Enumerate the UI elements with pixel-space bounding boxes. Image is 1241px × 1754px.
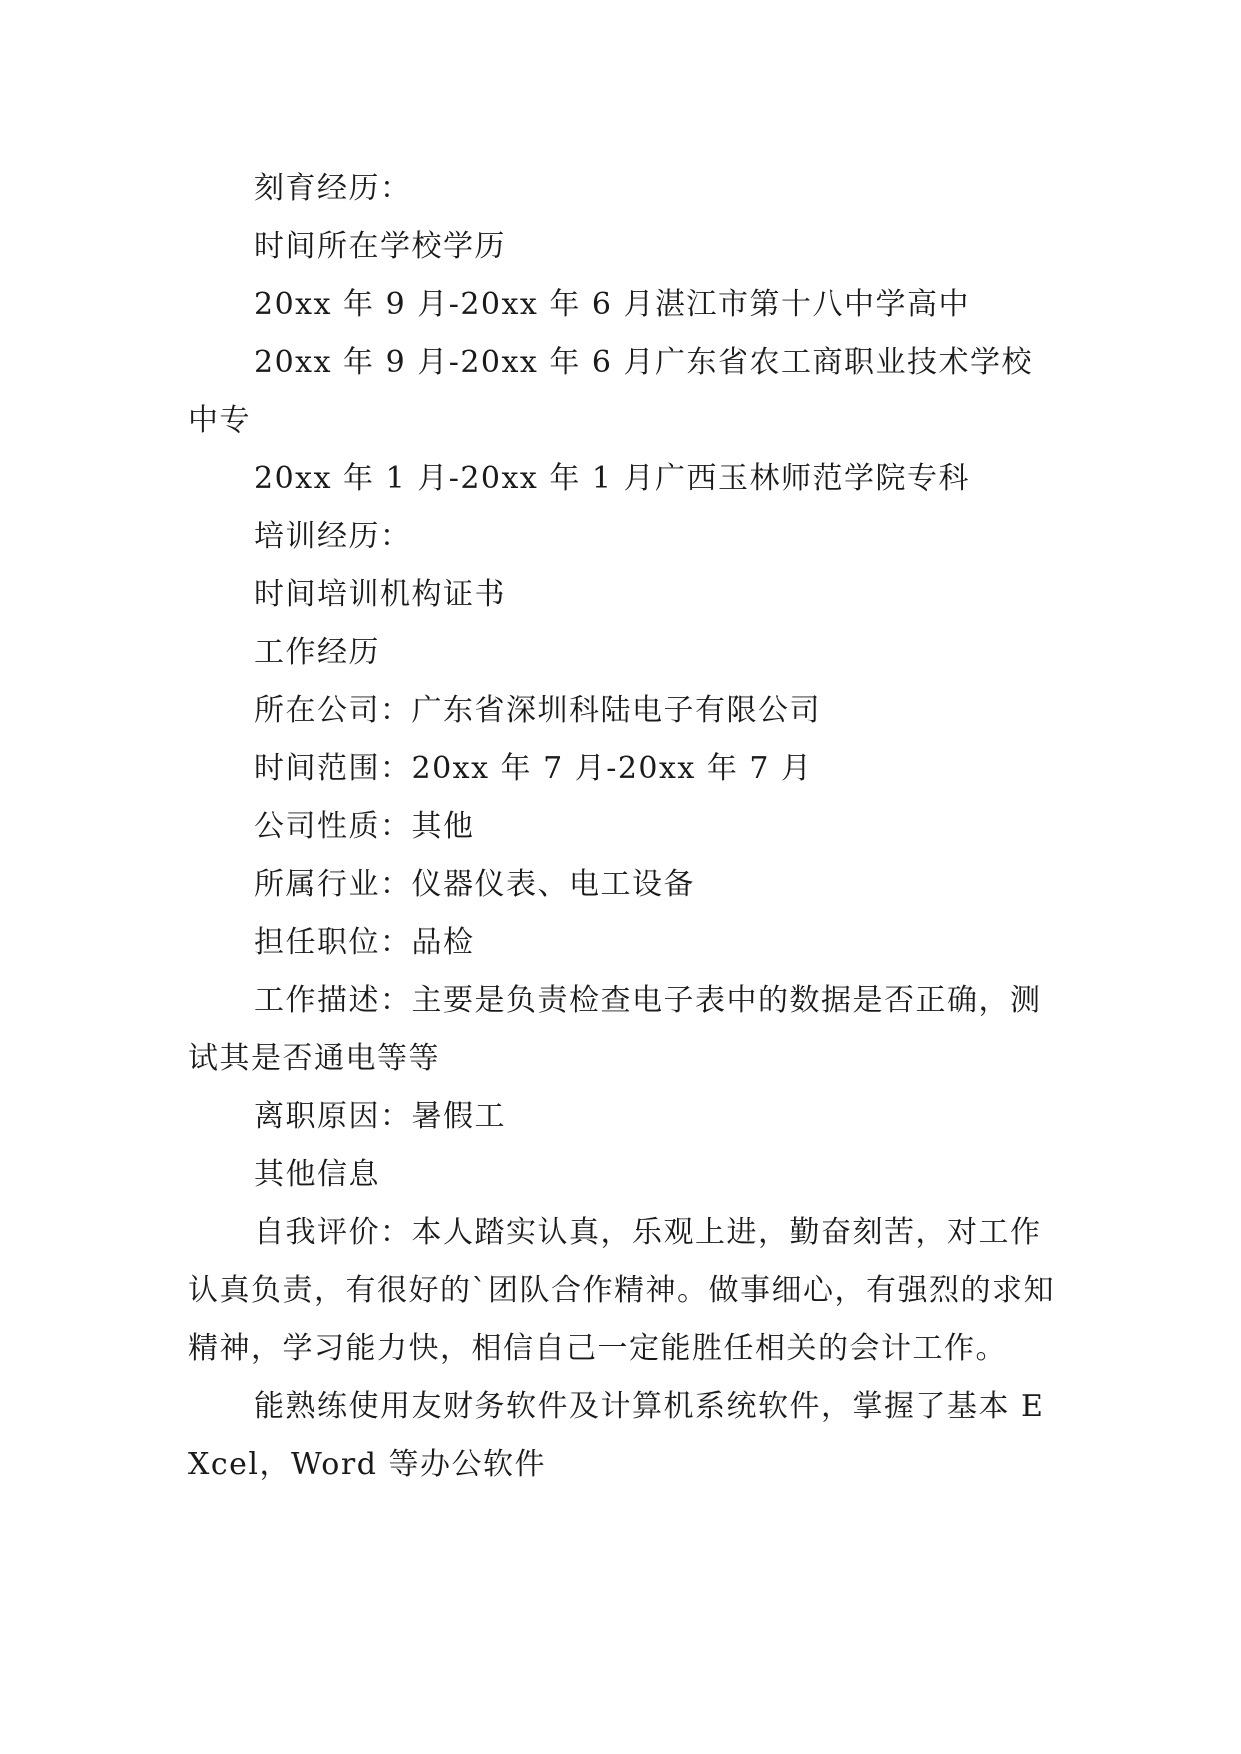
section-heading-training: 培训经历： — [254, 519, 412, 554]
work-time-range: 时间范围：20xx 年 7 月-20xx 年 7 月 — [254, 751, 813, 786]
work-leave-reason: 离职原因：暑假工 — [254, 1099, 506, 1134]
education-entry: 20xx 年 9 月-20xx 年 6 月湛江市第十八中学高中 — [254, 287, 971, 322]
skills-paragraph: 能熟练使用友财务软件及计算机系统软件，掌握了基本 EXcel，Word 等办公软件 — [188, 1389, 1045, 1482]
education-entry: 20xx 年 9 月-20xx 年 6 月广东省农工商职业技术学校中专 — [188, 345, 1034, 438]
document-body — [188, 160, 1058, 1494]
work-description: 工作描述：主要是负责检查电子表中的数据是否正确，测试其是否通电等等 — [188, 983, 1042, 1076]
work-position: 担任职位：品检 — [254, 925, 475, 960]
training-table-header: 时间培训机构证书 — [254, 577, 506, 612]
education-table-header: 时间所在学校学历 — [254, 229, 506, 264]
education-entry: 20xx 年 1 月-20xx 年 1 月广西玉林师范学院专科 — [254, 461, 971, 496]
work-company-type: 公司性质：其他 — [254, 809, 475, 844]
section-heading-work: 工作经历 — [254, 635, 380, 670]
section-heading-education: 刻育经历： — [254, 171, 412, 206]
work-company: 所在公司：广东省深圳科陆电子有限公司 — [254, 693, 821, 728]
self-evaluation: 自我评价：本人踏实认真，乐观上进，勤奋刻苦，对工作认真负责，有很好的`团队合作精神。做事细心，有强烈的求知精神，学习能力快，相信自己一定能胜任相关的会计工作。 — [188, 1215, 1055, 1366]
section-heading-other: 其他信息 — [254, 1157, 380, 1192]
work-industry: 所属行业：仪器仪表、电工设备 — [254, 867, 695, 902]
